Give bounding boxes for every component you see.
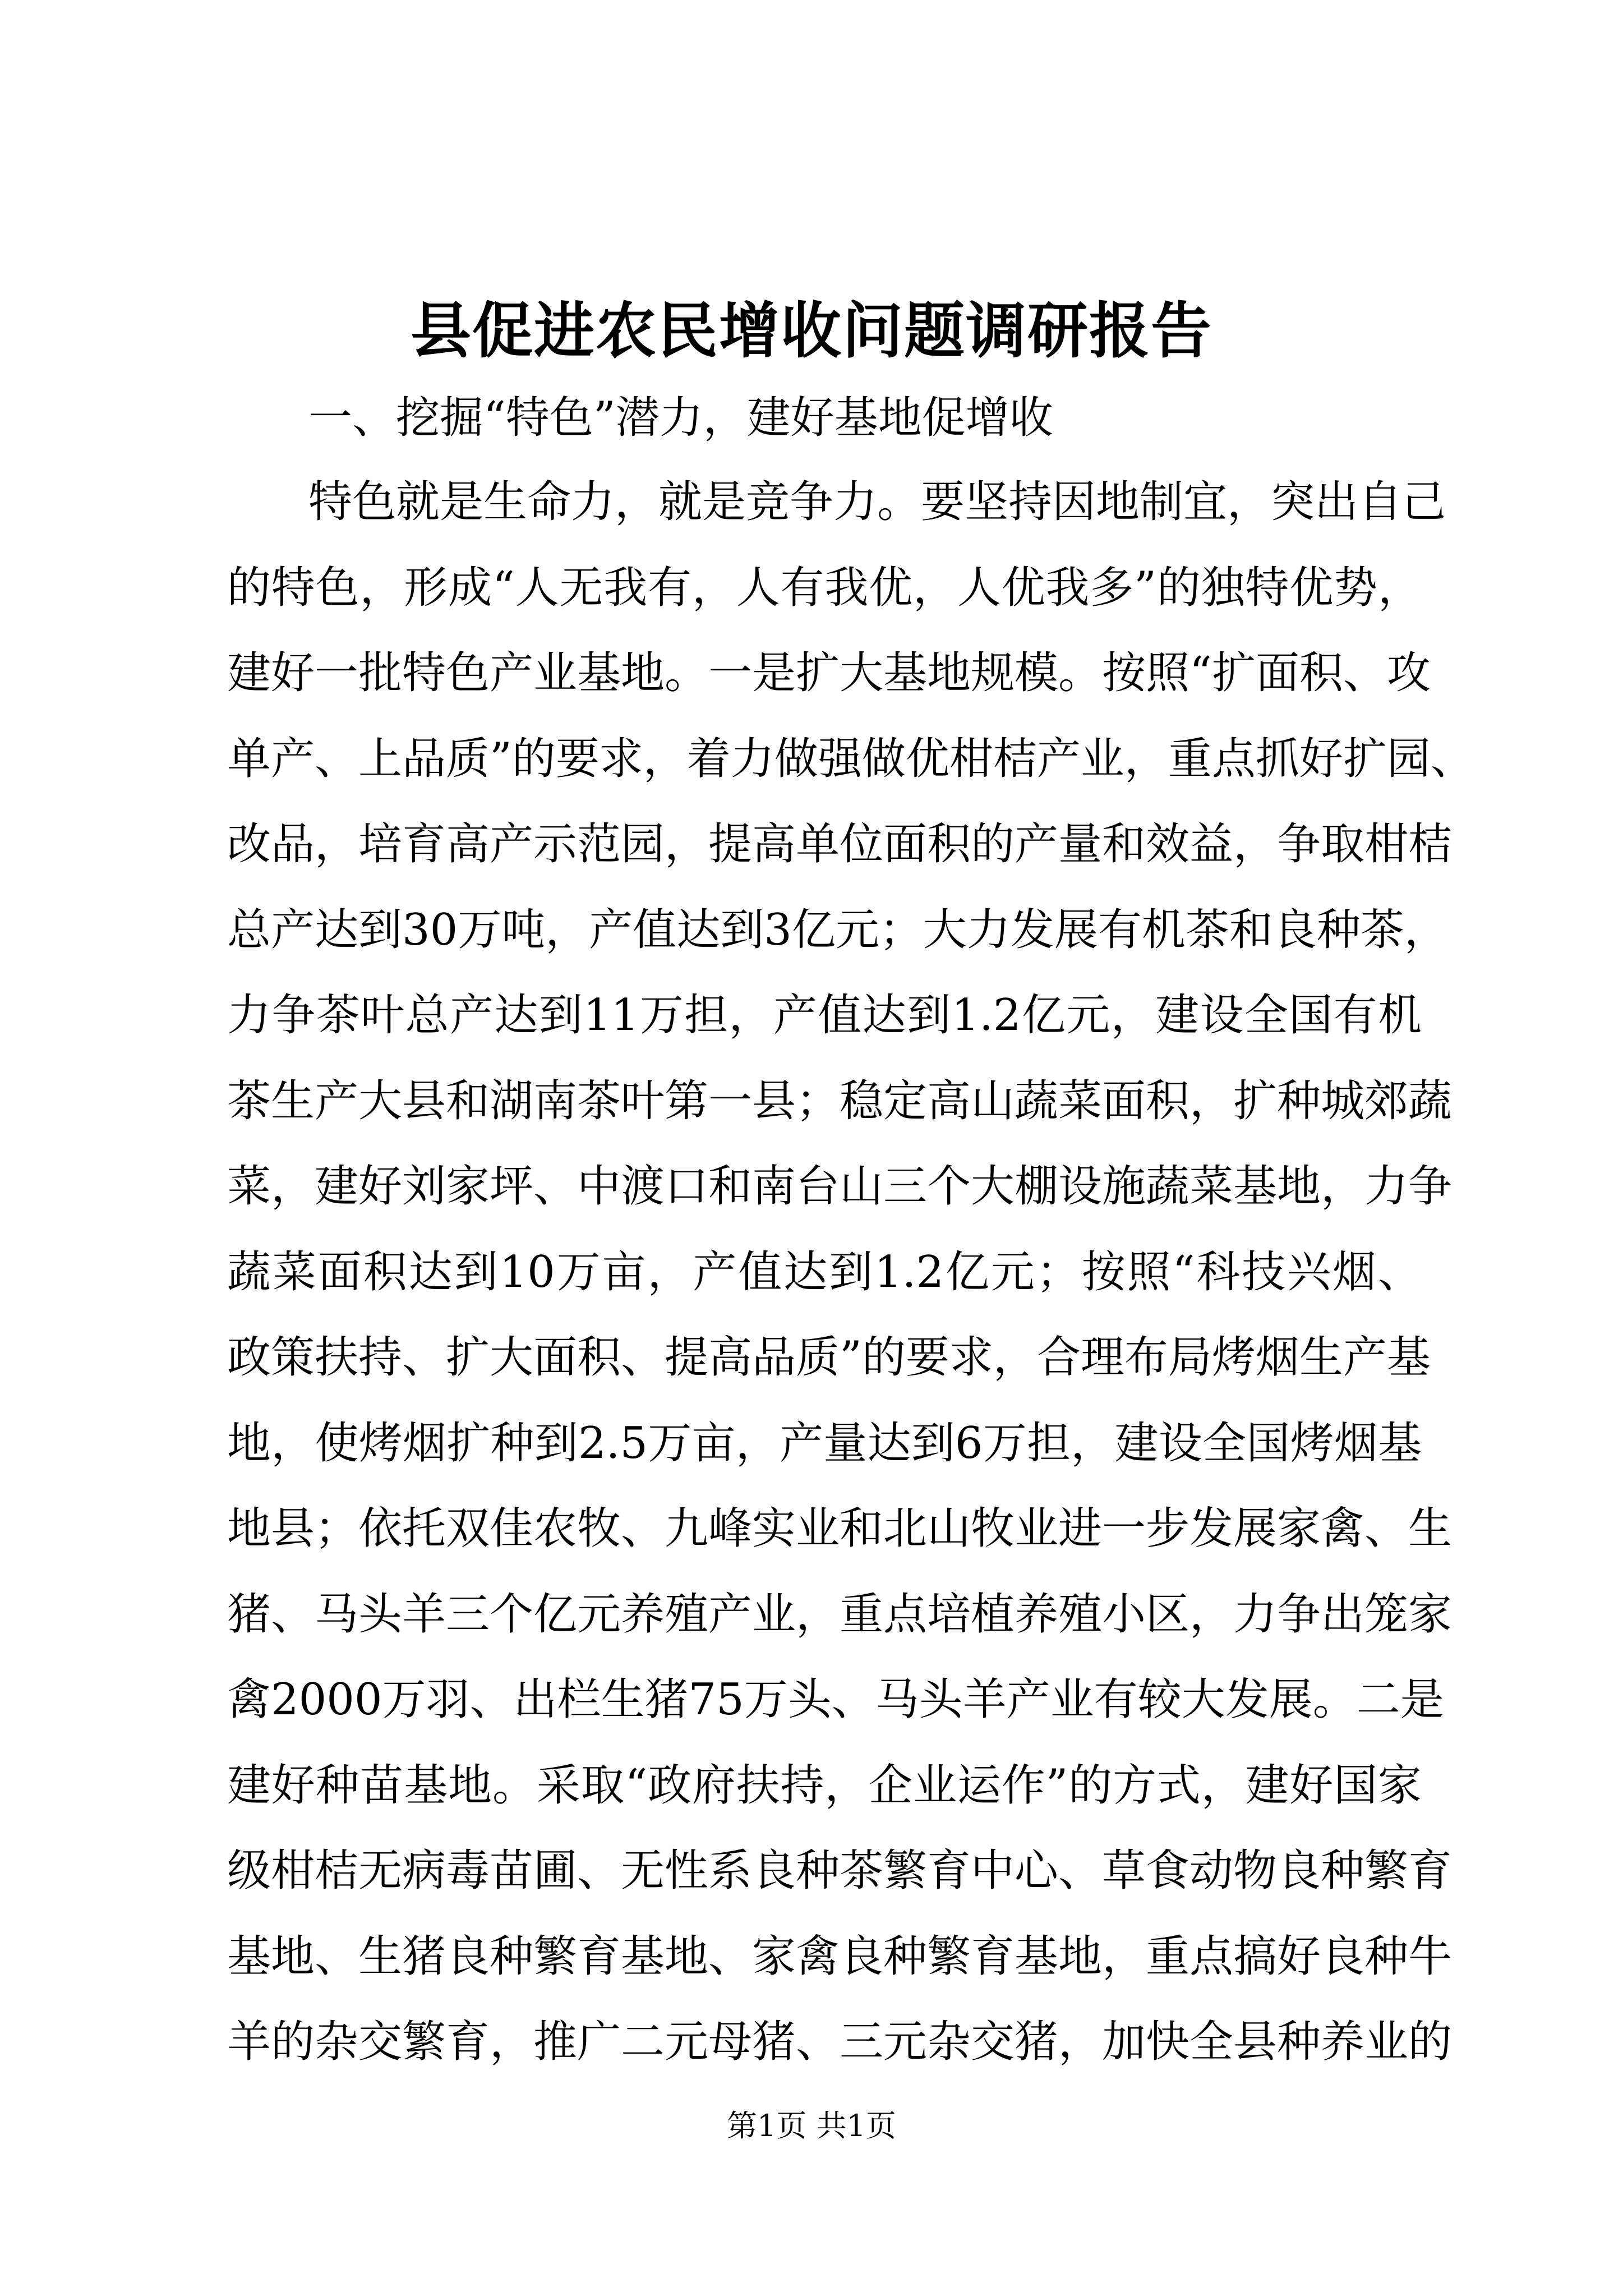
paragraph-line: 单产、上品质”的要求，着力做强做优柑桔产业，重点抓好扩园、 [227, 733, 1474, 784]
paragraph-line: 蔬菜面积达到10万亩，产值达到1.2亿元；按照“科技兴烟、 [227, 1246, 1422, 1297]
paragraph-line: 茶生产大县和湖南茶叶第一县；稳定高山蔬菜面积，扩种城郊蔬 [227, 1075, 1453, 1126]
paragraph-line: 建好一批特色产业基地。一是扩大基地规模。按照“扩面积、攻 [227, 648, 1431, 698]
document-title: 县促进农民增收问题调研报告 [410, 296, 1212, 366]
paragraph-line: 特色就是生命力，就是竞争力。要坚持因地制宜，突出自己 [308, 477, 1446, 527]
paragraph-line: 级柑桔无病毒苗圃、无性系良种茶繁育中心、草食动物良种繁育 [227, 1846, 1453, 1896]
paragraph-line: 力争茶叶总产达到11万担，产值达到1.2亿元，建设全国有机 [227, 990, 1422, 1041]
page-footer: 第1页 共1页 [727, 2108, 896, 2143]
paragraph-line: 的特色，形成“人无我有，人有我优，人优我多”的独特优势， [227, 562, 1422, 613]
paragraph-line: 改品，培育高产示范园，提高单位面积的产量和效益，争取柑桔 [227, 819, 1453, 869]
paragraph-line: 基地、生猪良种繁育基地、家禽良种繁育基地，重点搞好良种牛 [227, 1931, 1453, 1982]
paragraph-line: 禽2000万羽、出栏生猪75万头、马头羊产业有较大发展。二是 [227, 1674, 1444, 1725]
paragraph-line: 地县；依托双佳农牧、九峰实业和北山牧业进一步发展家禽、生 [227, 1503, 1453, 1554]
paragraph-line: 猪、马头羊三个亿元养殖产业，重点培植养殖小区，力争出笼家 [227, 1589, 1453, 1640]
paragraph-line: 羊的杂交繁育，推广二元母猪、三元杂交猪，加快全县种养业的 [227, 2017, 1453, 2067]
paragraph-line: 政策扶持、扩大面积、提高品质”的要求，合理布局烤烟生产基 [227, 1332, 1431, 1383]
section-heading: 一、挖掘“特色”潜力，建好基地促增收 [308, 393, 1053, 443]
paragraph-line: 建好种苗基地。采取“政府扶持，企业运作”的方式，建好国家 [227, 1760, 1422, 1811]
paragraph-line: 地，使烤烟扩种到2.5万亩，产量达到6万担，建设全国烤烟基 [227, 1418, 1422, 1469]
paragraph-line: 总产达到30万吨，产值达到3亿元；大力发展有机茶和良种茶， [227, 904, 1448, 955]
body-paragraph [227, 471, 1474, 2097]
paragraph-line: 菜，建好刘家坪、中渡口和南台山三个大棚设施蔬菜基地，力争 [227, 1161, 1453, 1212]
